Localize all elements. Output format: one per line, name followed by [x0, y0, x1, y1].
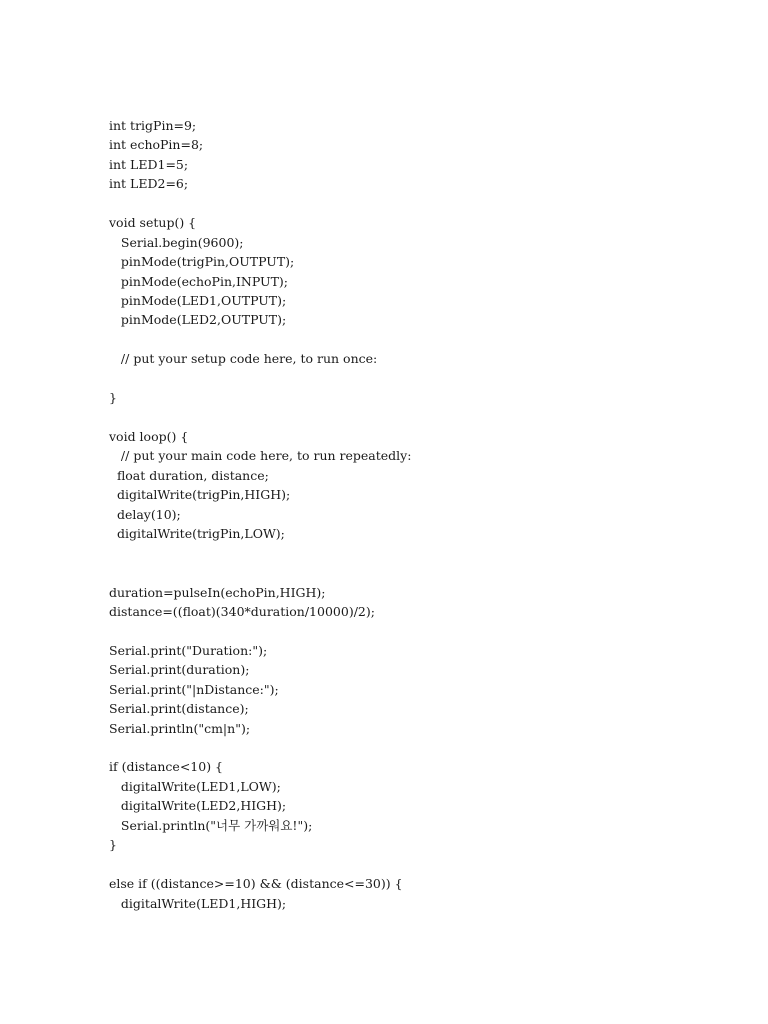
- blank-line: [109, 330, 729, 349]
- code-line: Serial.print(distance);: [109, 701, 249, 717]
- blank-line: [109, 621, 729, 640]
- blank-line: [109, 544, 729, 563]
- code-line: int echoPin=8;: [109, 137, 204, 153]
- blank-line: [109, 738, 729, 757]
- code-line: pinMode(echoPin,INPUT);: [109, 273, 289, 289]
- code-line: int LED2=6;: [109, 176, 189, 192]
- code-line: distance=((float)(340*duration/10000)/2);: [109, 603, 375, 619]
- code-line: int trigPin=9;: [109, 118, 197, 133]
- code-line: delay(10);: [109, 506, 181, 522]
- code-line: float duration, distance;: [109, 467, 269, 483]
- code-line: Serial.println("cm|n");: [109, 720, 251, 736]
- blank-line: [109, 855, 729, 874]
- blank-line: [109, 563, 729, 582]
- code-line: int LED1=5;: [109, 156, 189, 172]
- code-line: Serial.begin(9600);: [109, 234, 244, 250]
- code-line: Serial.print("Duration:");: [109, 642, 268, 658]
- code-line: Serial.print(duration);: [109, 662, 250, 678]
- blank-line: [109, 369, 729, 388]
- code-line: digitalWrite(trigPin,LOW);: [109, 526, 285, 542]
- code-line: duration=pulseIn(echoPin,HIGH);: [109, 584, 326, 600]
- code-comment-line: // put your main code here, to run repeatedly:: [109, 448, 412, 464]
- blank-line: [109, 408, 729, 427]
- code-line: if (distance<10) {: [109, 759, 223, 775]
- code-line: Serial.println("너무 가까워요!");: [109, 817, 313, 833]
- code-line: digitalWrite(LED2,HIGH);: [109, 798, 287, 814]
- code-listing: [109, 116, 729, 913]
- blank-line: [109, 194, 729, 213]
- code-line: pinMode(LED2,OUTPUT);: [109, 312, 287, 328]
- code-line: }: [109, 837, 117, 853]
- code-line: Serial.print("|nDistance:");: [109, 681, 279, 697]
- code-line: digitalWrite(LED1,LOW);: [109, 778, 281, 794]
- code-line: pinMode(trigPin,OUTPUT);: [109, 254, 295, 270]
- code-line: digitalWrite(LED1,HIGH);: [109, 895, 287, 911]
- code-line: else if ((distance>=10) && (distance<=30)) {: [109, 876, 403, 892]
- code-line: }: [109, 390, 117, 406]
- code-line: void loop() {: [109, 429, 189, 444]
- code-line: pinMode(LED1,OUTPUT);: [109, 292, 287, 308]
- code-line: digitalWrite(trigPin,HIGH);: [109, 487, 291, 503]
- code-comment-line: // put your setup code here, to run once:: [109, 351, 378, 367]
- code-line: void setup() {: [109, 215, 197, 231]
